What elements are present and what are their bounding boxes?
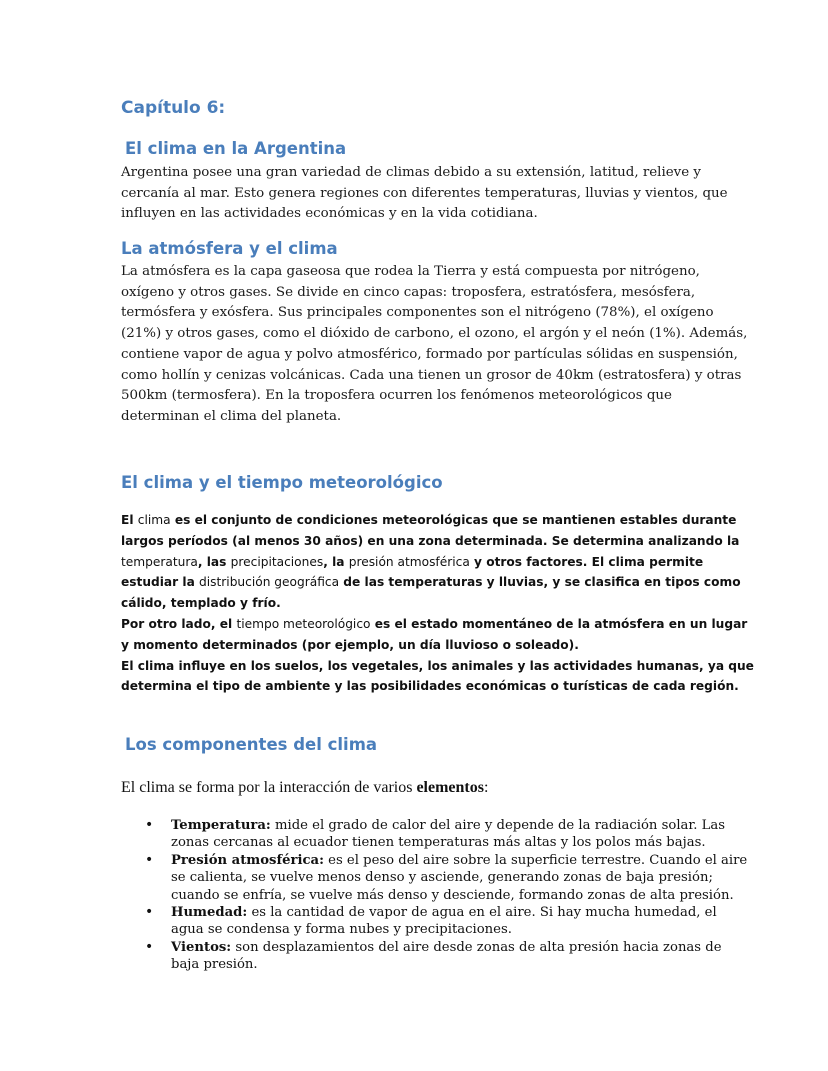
text-line: determinan el clima del planeta. (121, 408, 342, 424)
term-label: Temperatura: (171, 818, 271, 833)
section-heading-componentes: Los componentes del clima (125, 735, 378, 754)
paragraph-clima-argentina (121, 163, 728, 225)
componentes-list (121, 817, 748, 974)
section-heading-clima-tiempo: El clima y el tiempo meteorológico (121, 473, 443, 492)
text-line: 500km (termosfera). En la troposfera ocurren los fenómenos meteorológicos que (121, 388, 672, 404)
text-line: contiene vapor de agua y polvo atmosférico, formado por partículas sólidas en suspensión, (121, 346, 738, 362)
list-item-presion: • Presión atmosférica: es el peso del aire sobre la superficie terrestre. Cuando el aire se calienta, se vuelve menos denso y asciende, generando zonas de baja presión; cuando se enfría, se vuelve más denso y desciende, formando zonas de alta presión. (121, 852, 721, 904)
term-label: Vientos: (171, 939, 232, 955)
text-line: La atmósfera es la capa gaseosa que rodea la Tierra y está compuesta por nitrógeno, (121, 264, 700, 279)
text-line: Argentina posee una gran variedad de climas debido a su extensión, latitud, relieve y (121, 165, 701, 180)
text-line: Por otro lado, el tiempo meteorológico es el estado momentáneo de la atmósfera en un lugar (121, 616, 748, 631)
paragraph-atmosfera (121, 262, 748, 428)
componentes-intro: El clima se forma por la interacción de varios elementos: (121, 779, 489, 796)
section-heading-atmosfera: La atmósfera y el clima (121, 239, 338, 258)
text-line: El clima es el conjunto de condiciones meteorológicas que se mantienen estables durante (121, 513, 737, 527)
list-item-humedad: • Humedad: es la cantidad de vapor de agua en el aire. Si hay mucha humedad, el agua se condensa y forma nubes y precipitaciones. (121, 904, 721, 939)
text-line: cercanía al mar. Esto genera regiones con diferentes temperaturas, lluvias y vientos, que (121, 185, 728, 201)
text-line: termósfera y exósfera. Sus principales componentes son el nitrógeno (78%), el oxígeno (121, 305, 714, 321)
paragraph-clima-tiempo (121, 510, 754, 697)
term-label: Presión atmosférica: (171, 852, 324, 868)
term-label: Humedad: (171, 905, 248, 921)
section-heading-clima-argentina: El clima en la Argentina (125, 139, 347, 158)
text-line: como hollín y cenizas volcánicas. Cada una tienen un grosor de 40km (estratosfera) y otras (121, 367, 742, 383)
text-line: determina el tipo de ambiente y las posibilidades económicas o turísticas de cada región. (121, 679, 739, 694)
text-line: temperatura, las precipitaciones, la presión atmosférica y otros factores. El clima permite (121, 554, 704, 569)
text-line: oxígeno y otros gases. Se divide en cinco capas: troposfera, estratósfera, mesósfera, (121, 284, 696, 300)
chapter-heading: Capítulo 6: (121, 98, 226, 118)
text-line: y momento determinados (por ejemplo, un día lluvioso o soleado). (121, 637, 579, 652)
text-line: El clima influye en los suelos, los vegetales, los animales y las actividades humanas, ya que (121, 658, 754, 673)
list-item-temperatura: • Temperatura: mide el grado de calor del aire y depende de la radiación solar. Las zonas cercanas al ecuador tienen temperaturas más altas y los polos más bajas. (121, 817, 721, 852)
text-line: influyen en las actividades económicas y en la vida cotidiana. (121, 206, 538, 222)
text-line: estudiar la distribución geográfica de las temperaturas y lluvias, y se clasifica en tipos como (121, 575, 741, 590)
text-line: (21%) y otros gases, como el dióxido de carbono, el ozono, el argón y el neón (1%). Además, (121, 326, 748, 342)
list-item-vientos: • Vientos: son desplazamientos del aire desde zonas de alta presión hacia zonas de baja presión. (121, 939, 721, 974)
text-line: cálido, templado y frío. (121, 596, 281, 611)
text-line: largos períodos (al menos 30 años) en una zona determinada. Se determina analizando la (121, 533, 740, 548)
